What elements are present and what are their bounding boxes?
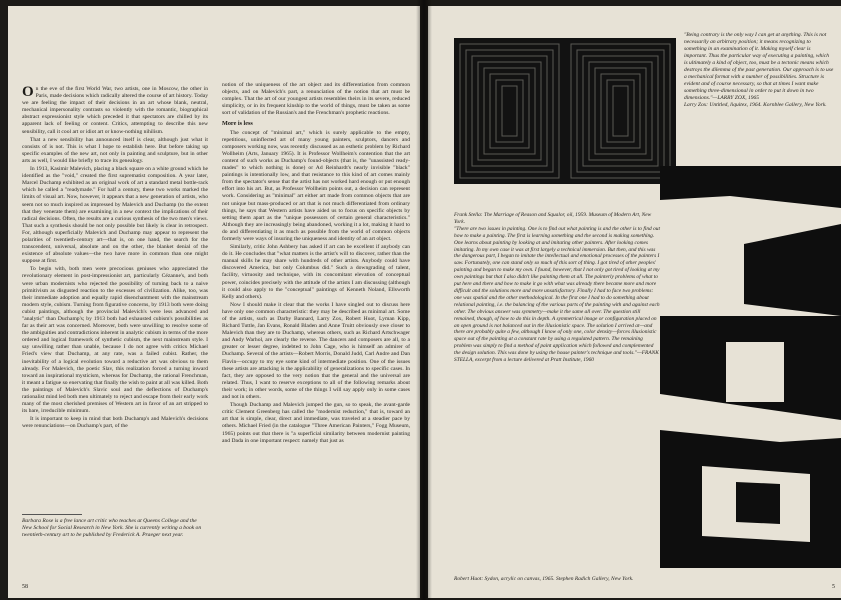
spine-gutter	[416, 0, 432, 600]
paragraph: It is important to keep in mind that both Duchamp's and Malevich's decisions were renunciations—on Duchamp's part, of the	[22, 416, 208, 430]
right-page	[428, 6, 841, 598]
drop-cap: O	[22, 84, 34, 100]
left-column-2	[222, 82, 410, 446]
stella-painting-image	[454, 38, 676, 184]
paragraph: The concept of "minimal art," which is surely applicable to the empty, repetitious, uninflected art of many young painters, sculptors, dancers and composers working now, was recently discussed as an esthetic problem by Richard Wollheim (Arts, January 1965). It is Professor Wollheim's contention that the art content of such works as Duchamp's found-objects (that is, the "unassisted ready-mades" to which nothing is done) or Ad Reinhardt's nearly invisible "black" paintings is intentionally low, and that resistance to this kind of art comes mainly from the spectator's sense that the artist has not worked hard enough or put enough effort into his art. But, as Professor Wollheim points out, a decision can represent work. Considering as "minimal" art either art made from common objects that are not unique but mass-produced or art that is not much differentiated from ordinary things, he says that Western artists have aided us to focus on specific objects by setting them apart as the "unique possessors of certain general characteristics." Although they are increasingly being abandoned, working it a lot, making it hard to do and differentiating it as much as possible from the world of common objects formerly were ways of insuring the uniqueness and identity of an art object.	[222, 129, 410, 242]
paragraph: To begin with, both men were precocious geniuses who appreciated the revolutionary element in post-impressionist art, particularly Cézanne's, and both were urban modernists who rejected the possibility of turning back to a naive primitivism as disgusted reaction to the excesses of civilization. Alike, too, was their immediate adoption and equally rapid disenchantment with the mainstream modern style, cubism. Turning from figurative concerns, by 1913 both were doing cubist paintings, although the provincial Malevich's were less advanced and "analytic" than Duchamp's; by 1913 both had exhausted cubism's possibilities as far as their art was concerned. Moreover, both were unwilling to resolve some of the ambiguities and contradictions inherent in analytic cubism in terms of the more ordered and logical framework of synthetic cubism, the next mainstream style. I say unwilling rather than unable, because I do not agree with critics Michael Fried's view that Duchamp, at any rate, was a failed cubist. Rather, the inevitability of a logical evolution toward a reductive art was obvious to them already. For Malevich, the poetic Slav, this realization forced a turning inward toward an inspirational mysticism, whereas for Duchamp, the rational Frenchman, it meant a fatigue so enervating that finally the wish to paint at all was killed. Both the paintings of Malevich's Slavic soul and the deflections of Duchamp's rationalist mind led both men ultimately to reject and escape from their early work many of the most cherished premises of Western art in favor of an art stripped to its bare, irreducible minimum.	[22, 266, 208, 415]
stella-text-block	[454, 212, 660, 364]
section-heading: More is less	[222, 120, 253, 128]
left-column-1	[22, 86, 208, 432]
zox-quote	[684, 32, 834, 109]
paragraph: notion of the uniqueness of the art object and its differentiation from common objects, and on Malevich's part, a renunciation of the notion that art must be complex. That the art of our youngest artists resembles theirs in its severe, reduced simplicity, or in its frequent kinship to the world of things, must be taken as some sort of validation of the Russian's and the Frenchman's prophetic reactions.	[222, 82, 410, 117]
huot-painting-image	[660, 166, 841, 568]
paragraph: That a new sensibility has announced itself is clear, although just what it consists of is not. This is what I hope to establish here. But before taking up specific examples of the new art, not only in painting and sculpture, but in other arts as well, I would like briefly to trace its genealogy.	[22, 136, 208, 164]
page-number: 5	[832, 584, 835, 590]
left-page	[8, 6, 420, 598]
paragraph: Though Duchamp and Malevich jumped the gun, so to speak, the avant-garde critic Clement Greenberg has called the "modernist reduction," that is, toward an art that is simple, clear, direct and immediate, was traveled at a steadier pace by others. Michael Fried (in the catalogue "Three American Painters," Fogg Museum, 1965) points out that there is "a superficial similarity between modernist painting and Dada in one important respect: namely that just as	[222, 402, 410, 444]
paragraph: On the eve of the first World War, two artists, one in Moscow, the other in Paris, made decisions which radically altered the course of art history. Today we are feeling the impact of their decisions in an art whose blank, neutral, mechanical impersonality contrasts so violently with the romantic, biographical abstract expressionist style which preceded it that spectators are chilled by its apparent lack of feeling or content. Critics, attempting to describe this new sensibility, call it cool art or idiot art or know-nothing nihilism.	[22, 84, 208, 135]
bio-divider	[22, 514, 82, 515]
page-number: 58	[22, 584, 28, 590]
zox-quote-text: "Being contrary is the only way I can get at anything. This is not necessarily an arbitrary position; it means recognizing to something in an examination of it. Making myself clear is important. Thus the particular way of executing a painting, which is ultimately a kind of object, too, must be a tectonic means which destroys the dilemma of the past generation. Our approach is to use a mechanical format with a number of possibilities. Structure is evident and of course necessary, so that at times I want make something three-dimensional in order to put it down in two dimensions."—LARRY ZOX, 1965	[684, 32, 834, 101]
author-bio: Barbara Rose is a free lance art critic who teaches at Queens College and the New School for Social Research in New York. She is currently writing a book on twentieth-century art to be published by Frederick A. Praeger next year.	[22, 518, 202, 539]
paragraph: In 1913, Kasimir Malevich, placing a black square on a white ground which he identified as the "void," created the first suprematist composition. A year later, Marcel Duchamp exhibited as an original work of art a standard metal bottle-rack which he called a "readymade." For half a century, these two works marked the limits of visual art. Now, however, it appears that a new generation of artists, who seem not so much inspired as impressed by Malevich and Duchamp (to the extent that they venerate them) are examining in a new context the implications of their radical decisions. Often, the results are a curious synthesis of the two men's views. That such a synthesis should be not only possible but likely is clear in retrospect. For, although superficially Malevich and Duchamp may appear to represent the polarities of twentieth-century art—that is, on one hand, the search for the transcendent, universal, absolute and on the other, the blanket denial of the existence of absolute values—the two have more in common than one might suppose at first.	[22, 166, 208, 265]
zox-caption: Larry Zox: Untitled, liquitex, 1964. Kornblee Gallery, New York.	[684, 102, 827, 108]
paragraph: Similarly, critic John Ashbery has asked if art can be excellent if anybody can do it. He concludes that "what matters is the artist's will to discover, rather than the manual skills he may share with hundreds of other artists. Anybody could have discovered America, but only Columbus did." Such a downgrading of talent, facility, virtuosity and technique, with its concomitant elevation of conceptual power, coincides precisely with the attitude of the artists I am discussing (although it could also apply to the "conceptual" paintings of Kenneth Noland, Ellsworth Kelly and others).	[222, 244, 410, 300]
paragraph: Now I should make it clear that the works I have singled out to discuss here have only one common characteristic: they may be described as minimal art. Some of the artists, such as Darby Bannard, Larry Zox, Robert Huot, Lyman Kipp, Richard Tuttle, Jan Evans, Ronald Bladen and Anne Truitt obviously owe closer to Malevich than they are to Duchamp, whereas others, such as Richard Artschwager and Andy Warhol, are clearly the reverse. The dancers and composers are all, to a greater or lesser degree, indebted to John Cage, who is himself an admirer of Duchamp. Several of the artists—Robert Morris, Donald Judd, Carl Andre and Dan Flavin—occupy to my eye some kind of intermediate position. One of the issues these artists are attacking is the applicability of generalizations to specific cases. In fact, they are opposed to the very notion that the general and the universal are related. Thus, I want to reserve exceptions to all of the following remarks about their work; in other words, some of the things I will say apply only in some cases and not in others.	[222, 301, 410, 401]
stella-quote: "There are two issues in painting. One is to find out what painting is and the other is to find out how to make a painting. The first is learning something and the second is making something. One learns about painting by looking at and imitating other painters. After looking comes imitating. In my own case it was at first largely a technical immersion. But then, and this was the dangerous part, I began to imitate the intellectual and emotional processes of the painters I saw. Fortunately, one can stand only so much of this sort of thing. I got tired of other peoples' painting and began to make my own. I found, however, that I not only got tired of looking at my own paintings but that I also didn't like painting them at all. The painterly problems of what to put here and there and how to make it go with what was already there became more and more difficult and the solutions more and more unsatisfactory. Finally I had to face two problems: one was spatial and the other methodological. In the first one I had to do something about relational painting, i.e. the balancing of the various parts of the painting with and against each other. The obvious answer was symmetry—make it the same all over. The question still remained, though, of how to do this in depth. A symmetrical image or configuration placed on an open ground is not balanced out in the illusionistic space. The solution I arrived at—and there are probably quite a few, although I know of only one, color density—forces illusionistic space out of the painting at a constant rate by using a regulated pattern. The remaining problem was simply to find a method of paint application which followed and complemented the design solution. This was done by using the house painter's technique and tools."—FRANK STELLA, excerpt from a lecture delivered at Pratt Institute, 1960	[454, 225, 660, 364]
huot-caption: Robert Huot: Sydon, acrylic on canvas, 1965. Stephen Radich Gallery, New York.	[454, 576, 634, 582]
stella-caption: Frank Stella: The Marriage of Reason and Squalor, oil, 1959. Museum of Modern Art, New York.	[454, 212, 652, 225]
